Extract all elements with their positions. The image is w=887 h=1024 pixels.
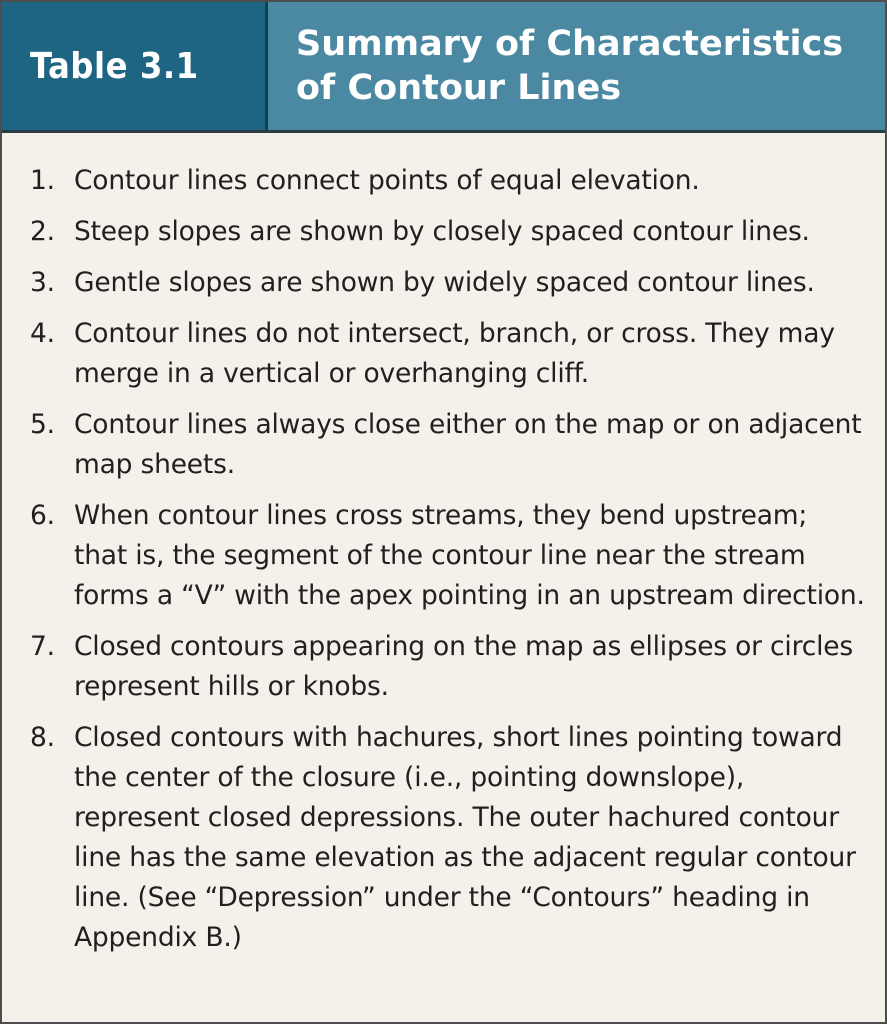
list-item	[30, 212, 865, 252]
item-number: 6.	[30, 500, 55, 531]
table-header	[2, 2, 885, 133]
item-number: 1.	[30, 165, 55, 196]
list-item	[30, 314, 865, 394]
list-item	[30, 263, 865, 303]
item-text: Closed contours with hachures, short lines pointing toward the center of the closure (i.e., pointing downslope), represent closed depressions. The outer hachured contour line has the same elevation as the adjacent regular contour line. (See “Depression” under the “Contours” heading in Appendix B.)	[74, 722, 856, 953]
item-number: 8.	[30, 722, 55, 753]
item-text: Closed contours appearing on the map as ellipses or circles represent hills or knobs.	[74, 631, 853, 702]
item-number: 2.	[30, 216, 55, 247]
item-number: 4.	[30, 318, 55, 349]
item-text: Steep slopes are shown by closely spaced contour lines.	[74, 216, 810, 247]
item-number: 7.	[30, 631, 55, 662]
item-text: Contour lines do not intersect, branch, or cross. They may merge in a vertical or overhanging cliff.	[74, 318, 835, 389]
list-item	[30, 405, 865, 485]
table-title-cell	[268, 2, 885, 130]
item-number: 5.	[30, 409, 55, 440]
list-item	[30, 161, 865, 201]
list-item	[30, 496, 865, 616]
list-item	[30, 718, 865, 958]
list-item	[30, 627, 865, 707]
table-label: Table 3.1	[30, 45, 199, 87]
table-title: Summary of Characteristics of Contour Lines	[296, 24, 844, 108]
characteristics-list	[2, 133, 885, 958]
item-text: Gentle slopes are shown by widely spaced contour lines.	[74, 267, 815, 298]
item-text: Contour lines connect points of equal elevation.	[74, 165, 700, 196]
item-text: When contour lines cross streams, they bend upstream; that is, the segment of the contour line near the stream forms a “V” with the apex pointing in an upstream direction.	[74, 500, 865, 611]
table-label-cell	[2, 2, 268, 130]
item-number: 3.	[30, 267, 55, 298]
item-text: Contour lines always close either on the map or on adjacent map sheets.	[74, 409, 862, 480]
